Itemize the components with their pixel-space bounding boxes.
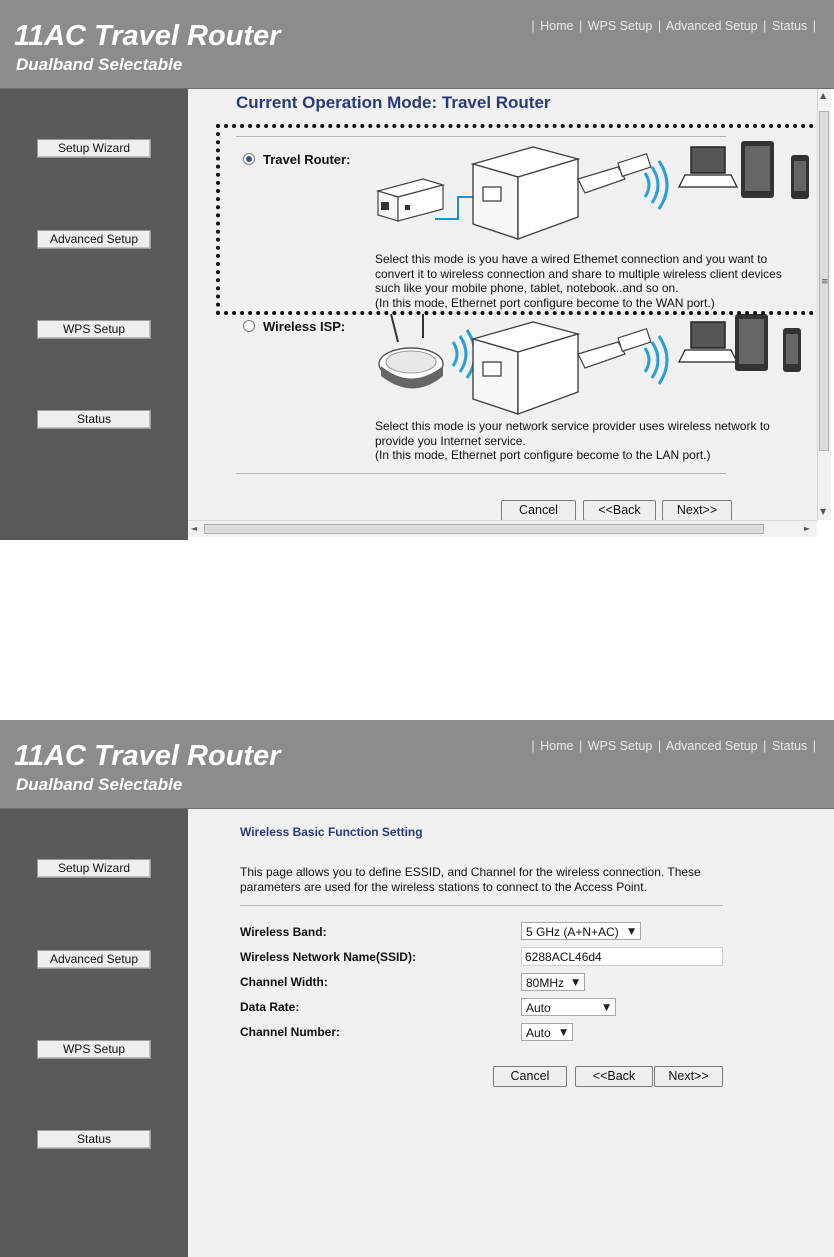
- ssid-label: Wireless Network Name(SSID):: [240, 950, 416, 964]
- operation-mode-screen: [0, 0, 834, 540]
- next-button[interactable]: Next>>: [654, 1066, 723, 1087]
- back-button[interactable]: <<Back: [575, 1066, 653, 1087]
- status-button[interactable]: Status: [37, 410, 151, 429]
- nav-advanced-link[interactable]: Advanced Setup: [665, 19, 758, 33]
- chevron-down-icon: ▼: [628, 927, 635, 937]
- chevron-down-icon: ▼: [603, 1003, 610, 1013]
- chevron-down-icon: ▼: [572, 978, 579, 988]
- isp-travel-router-device: [473, 322, 578, 414]
- wps-setup-button[interactable]: WPS Setup: [37, 320, 151, 339]
- wireless-isp-label: Wireless ISP:: [263, 319, 346, 334]
- travel-router-description: Select this mode is you have a wired Ethemet connection and you want to convert it to wireless connection and share to multiple wireless client devices such like your mobile phone, tablet, notebook..and so on. (In this mode, Ethernet port configure become to the WAN port.): [375, 252, 782, 310]
- cancel-button[interactable]: Cancel: [493, 1066, 567, 1087]
- highlight-box: [216, 124, 830, 315]
- wps-setup-button[interactable]: WPS Setup: [37, 1040, 151, 1059]
- page-title: Wireless Basic Function Setting: [240, 825, 423, 839]
- scroll-right-icon[interactable]: ►: [804, 524, 811, 533]
- horizontal-scroll-thumb[interactable]: [204, 524, 764, 534]
- setup-wizard-button[interactable]: Setup Wizard: [37, 859, 151, 878]
- divider: [240, 905, 723, 906]
- product-title: 11AC Travel Router: [14, 20, 281, 52]
- setup-wizard-button[interactable]: Setup Wizard: [37, 139, 151, 158]
- status-button[interactable]: Status: [37, 1130, 151, 1149]
- isp-wifi-waves: [453, 330, 475, 378]
- scroll-grip-icon: ≡: [821, 277, 829, 287]
- isp-phone-icon: [783, 328, 801, 372]
- back-button[interactable]: <<Back: [583, 500, 656, 521]
- isp-usb-plug: [578, 329, 651, 368]
- page-title: Current Operation Mode: Travel Router: [236, 93, 551, 112]
- divider-bottom: [236, 473, 726, 474]
- scroll-up-icon[interactable]: ▲: [820, 91, 827, 100]
- travel-router-label: Travel Router:: [263, 152, 351, 167]
- advanced-setup-button[interactable]: Advanced Setup: [37, 230, 151, 249]
- wireless-isp-diagram: [373, 314, 813, 419]
- horizontal-scrollbar[interactable]: [188, 520, 817, 537]
- product-subtitle: Dualband Selectable: [16, 55, 183, 74]
- wireless-content-panel: [188, 809, 834, 1257]
- nav-wps-link[interactable]: WPS Setup: [587, 19, 653, 33]
- top-nav: | Home | WPS Setup | Advanced Setup | Status |: [531, 739, 816, 753]
- next-button[interactable]: Next>>: [662, 500, 732, 521]
- nav-home-link[interactable]: Home: [540, 19, 574, 33]
- nav-status-link[interactable]: Status: [771, 19, 808, 33]
- chevron-down-icon: ▼: [560, 1028, 567, 1038]
- header-banner: [0, 720, 834, 809]
- vertical-scrollbar[interactable]: [817, 89, 831, 520]
- wireless-settings-screen: [0, 720, 834, 1257]
- wireless-band-select[interactable]: 5 GHz (A+N+AC) ▼: [521, 922, 641, 940]
- wireless-band-label: Wireless Band:: [240, 925, 327, 939]
- data-rate-label: Data Rate:: [240, 1000, 300, 1014]
- sidebar: [0, 89, 188, 540]
- nav-wps-link[interactable]: WPS Setup: [587, 739, 653, 753]
- intro-text: This page allows you to define ESSID, and Channel for the wireless connection. These parameters are used for the wireless stations to connect to the Access Point.: [240, 865, 701, 894]
- wireless-isp-description: Select this mode is your network service provider uses wireless network to provide you Internet service. (In this mode, Ethernet port configure become to the LAN port.): [375, 419, 770, 462]
- channel-number-select[interactable]: Auto ▼: [521, 1023, 573, 1041]
- product-subtitle: Dualband Selectable: [16, 775, 183, 794]
- isp-laptop-icon: [679, 322, 737, 362]
- advanced-setup-button[interactable]: Advanced Setup: [37, 950, 151, 969]
- ssid-input[interactable]: 6288ACL46d4: [521, 947, 723, 966]
- cancel-button[interactable]: Cancel: [501, 500, 576, 521]
- isp-tablet-icon: [735, 314, 768, 371]
- product-title: 11AC Travel Router: [14, 740, 281, 772]
- wireless-isp-radio[interactable]: [243, 320, 255, 332]
- scroll-down-icon[interactable]: ▼: [820, 507, 827, 516]
- channel-number-label: Channel Number:: [240, 1025, 341, 1039]
- nav-status-link[interactable]: Status: [771, 739, 808, 753]
- nav-home-link[interactable]: Home: [540, 739, 574, 753]
- scroll-left-icon[interactable]: ◄: [191, 524, 198, 533]
- channel-width-select[interactable]: 80MHz ▼: [521, 973, 585, 991]
- nav-advanced-link[interactable]: Advanced Setup: [665, 739, 758, 753]
- data-rate-select[interactable]: Auto ▼: [521, 998, 616, 1016]
- sidebar: [0, 809, 188, 1257]
- header-banner: [0, 0, 834, 89]
- channel-width-label: Channel Width:: [240, 975, 328, 989]
- top-nav: | Home | WPS Setup | Advanced Setup | Status |: [531, 19, 816, 33]
- ap-router-icon: [379, 314, 443, 389]
